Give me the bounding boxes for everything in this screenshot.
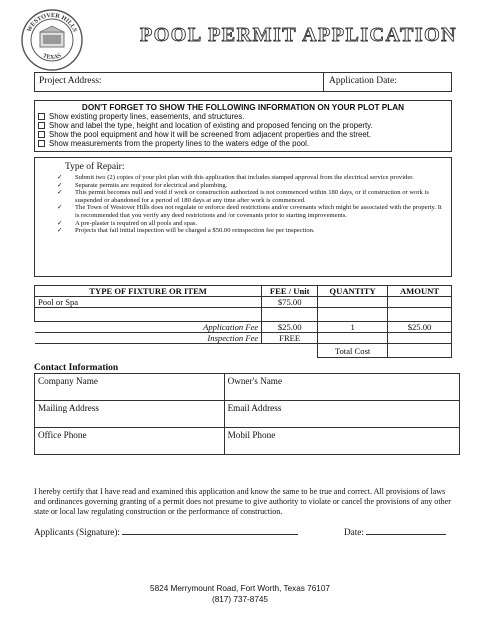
plot-plan-heading: DON'T FORGET TO SHOW THE FOLLOWING INFORMATION ON YOUR PLOT PLAN — [81, 103, 405, 112]
list-item-text: A pre-plaster is required on all pools and spas. — [75, 219, 198, 227]
project-address-label: Project Address: — [39, 76, 102, 86]
checkmark-icon: ✓ — [57, 188, 63, 197]
page-title: POOL PERMIT APPLICATION — [140, 24, 458, 46]
item-cell: Pool or Spa — [35, 297, 262, 308]
table-row — [35, 428, 460, 455]
fee-cell: $25.00 — [262, 322, 318, 333]
table-row — [35, 297, 452, 308]
town-seal-logo — [20, 8, 84, 72]
list-item-text: Projects that fail initial inspection will be charged a $50.00 reinspection fee per inspection. — [75, 227, 315, 235]
list-item-text: This permit becomes null and void if work or construction authorized is not commenced within 180 days, or if construction or work is suspended or abandoned for a period of 180 days at any time after work is commenced. — [75, 189, 429, 204]
amount-cell[interactable] — [388, 333, 452, 344]
checklist-item — [38, 112, 451, 121]
checkbox[interactable] — [38, 113, 45, 120]
checklist-item-label: Show and label the type, height and location of existing and proposed fencing on the property. — [49, 121, 373, 130]
table-row — [35, 308, 452, 322]
email-address-field[interactable]: Email Address — [224, 401, 459, 428]
fee-cell: FREE — [262, 333, 318, 344]
date-line — [344, 527, 446, 537]
checkmark-icon: ✓ — [57, 226, 63, 235]
quantity-cell[interactable] — [318, 308, 388, 322]
amount-cell: $25.00 — [388, 322, 452, 333]
list-item — [57, 204, 445, 219]
certification-text: I hereby certify that I have read and examined this application and know the same to be true and correct. All provisions of laws and ordinances governing granting of a permit does not presume to give authority to violate or cancel the provisions of any other state or local law regulating construction or the performance of construction. — [34, 487, 451, 516]
item-cell[interactable] — [35, 308, 262, 322]
table-row — [35, 401, 460, 428]
seal-top-text: WESTOVER HILLS — [25, 11, 79, 34]
checklist-item — [38, 121, 451, 130]
total-cost-cell[interactable] — [388, 344, 452, 358]
contact-table — [34, 373, 460, 455]
fee-table — [34, 285, 452, 358]
signature-field[interactable] — [122, 527, 298, 535]
application-fee-label: Application Fee — [35, 322, 262, 333]
signature-label: Applicants (Signature): — [34, 527, 120, 537]
quantity-cell[interactable] — [318, 297, 388, 308]
column-header: TYPE OF FIXTURE OR ITEM — [35, 286, 262, 297]
checklist-item — [38, 139, 451, 148]
total-cost-label: Total Cost — [318, 344, 388, 358]
requirements-list — [57, 174, 445, 235]
table-row — [35, 344, 452, 358]
checklist-item-label: Show existing property lines, easements, and structures. — [49, 112, 245, 121]
table-row — [35, 374, 460, 401]
empty-cell — [35, 344, 262, 358]
plot-plan-checklist — [34, 100, 452, 152]
fee-cell[interactable] — [262, 308, 318, 322]
empty-cell — [262, 344, 318, 358]
table-row — [35, 333, 452, 344]
quantity-cell: 1 — [318, 322, 388, 333]
amount-cell[interactable] — [388, 297, 452, 308]
signature-line — [34, 527, 298, 537]
checklist-item-label: Show the pool equipment and how it will be screened from adjacent properties and the street. — [49, 130, 372, 139]
amount-cell[interactable] — [388, 308, 452, 322]
project-info-box — [34, 72, 452, 92]
mailing-address-field[interactable]: Mailing Address — [35, 401, 225, 428]
checklist-item-label: Show measurements from the property lines to the waters edge of the pool. — [49, 139, 310, 148]
checklist-item — [38, 130, 451, 139]
list-item — [57, 227, 445, 235]
list-item-text: Submit two (2) copies of your plot plan with this application that includes stamped approval from the electrical service provider. — [75, 174, 414, 181]
table-header-row — [35, 286, 452, 297]
footer-address: 5824 Merrymount Road, Fort Worth, Texas 76107 — [150, 584, 330, 593]
column-header: QUANTITY — [318, 286, 388, 297]
repair-heading: Type of Repair: — [65, 162, 125, 172]
quantity-cell[interactable] — [318, 333, 388, 344]
checkbox[interactable] — [38, 140, 45, 147]
checkmark-icon: ✓ — [57, 218, 63, 227]
company-name-field[interactable]: Company Name — [35, 374, 225, 401]
checkmark-icon: ✓ — [57, 173, 63, 181]
list-item-text: The Town of Westover Hills does not regulate or enforce deed restrictions and/or covenants which might be associated with the property. It is recommended that you verify any deed restrictions and /or covenants prior to starting improvements. — [75, 204, 442, 219]
list-item — [57, 174, 445, 182]
inspection-fee-label: Inspection Fee — [35, 333, 262, 344]
checkmark-icon: ✓ — [57, 180, 63, 189]
application-date-label: Application Date: — [329, 76, 397, 86]
list-item — [57, 182, 445, 190]
fee-cell: $75.00 — [262, 297, 318, 308]
date-field[interactable] — [366, 527, 446, 535]
checkbox[interactable] — [38, 131, 45, 138]
mobil-phone-field[interactable]: Mobil Phone — [224, 428, 459, 455]
contact-heading: Contact Information — [34, 363, 119, 373]
owner-name-field[interactable]: Owner's Name — [224, 374, 459, 401]
list-item — [57, 220, 445, 228]
office-phone-field[interactable]: Office Phone — [35, 428, 225, 455]
list-item — [57, 189, 445, 204]
footer-phone: (817) 737-8745 — [212, 595, 268, 604]
table-row — [35, 322, 452, 333]
date-label: Date: — [344, 527, 364, 537]
column-header: FEE / Unit — [262, 286, 318, 297]
list-item-text: Separate permits are required for electrical and plumbing. — [75, 181, 228, 189]
seal-bottom-text: TEXAS — [41, 52, 63, 61]
checkbox[interactable] — [38, 122, 45, 129]
repair-requirements-box — [34, 157, 452, 277]
checkmark-icon: ✓ — [57, 203, 63, 212]
column-header: AMOUNT — [388, 286, 452, 297]
divider — [323, 73, 324, 91]
